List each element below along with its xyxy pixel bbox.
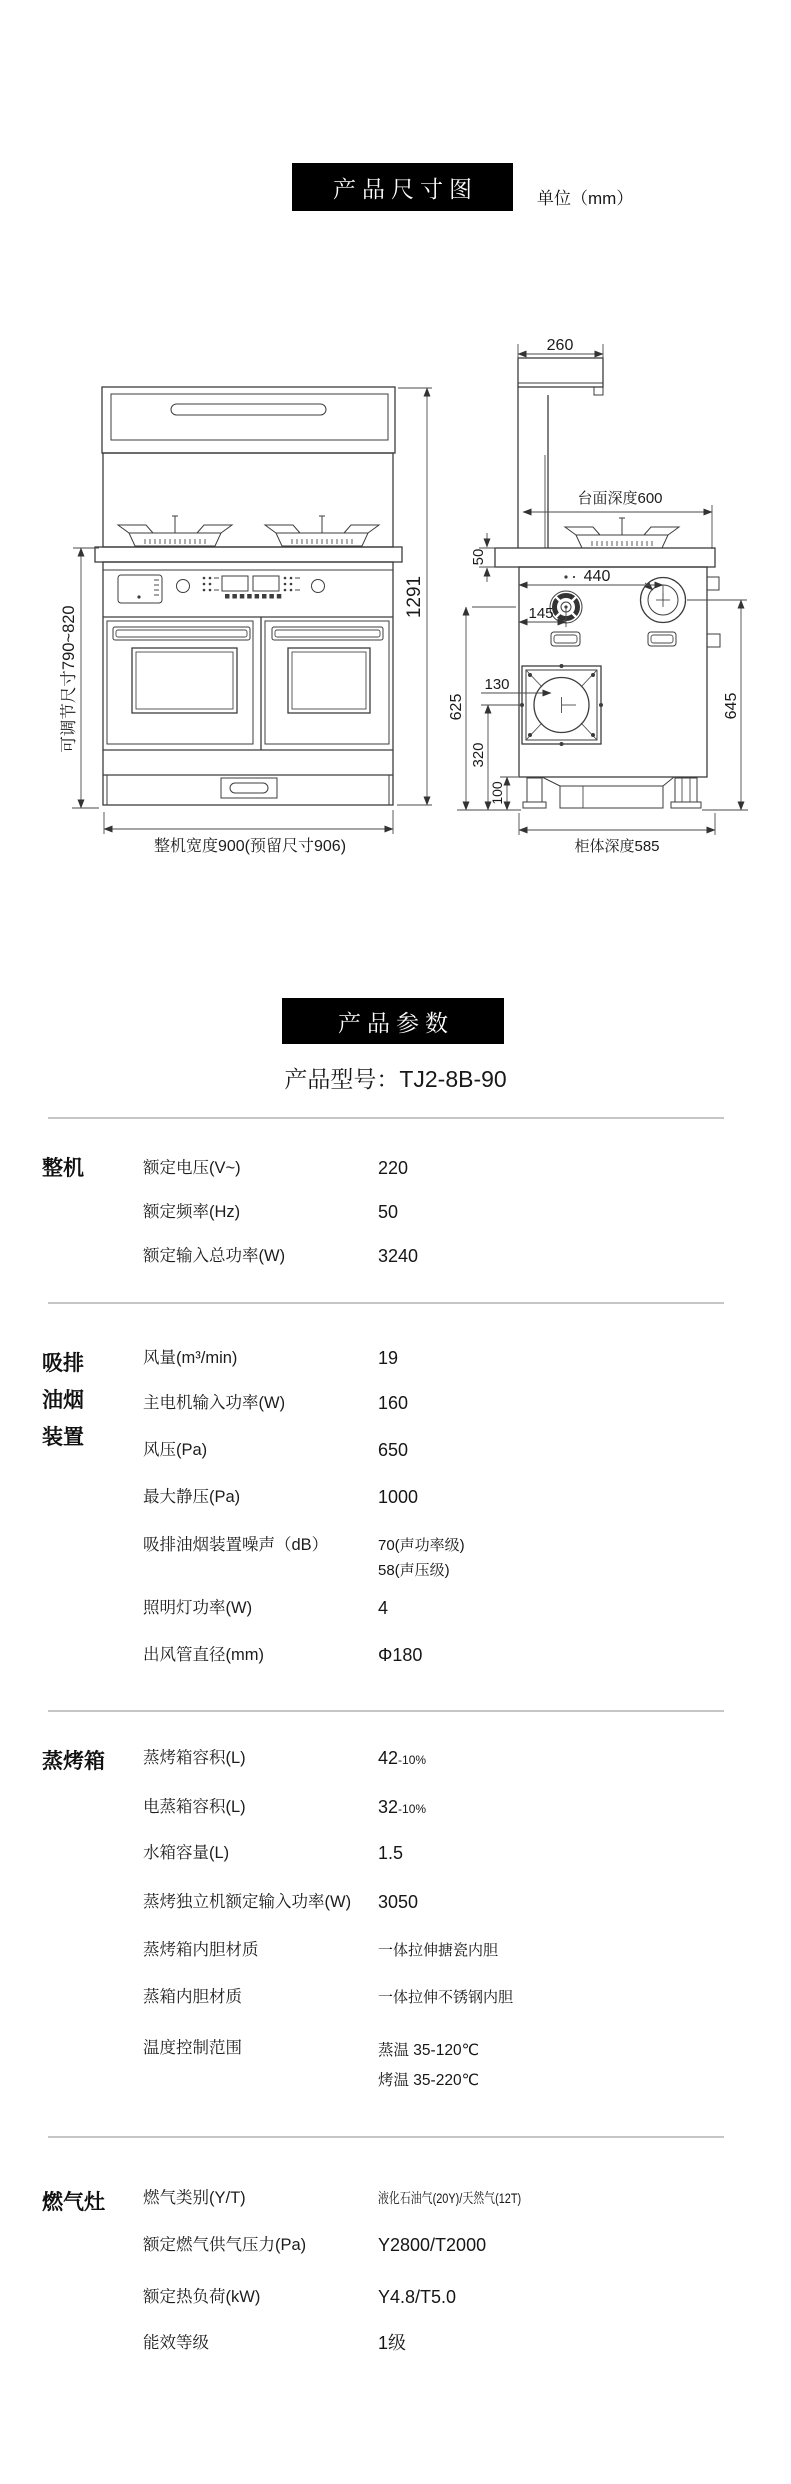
hood-front bbox=[102, 387, 395, 453]
param-label: 燃气类别(Y/T) bbox=[143, 2189, 246, 2207]
param-value: Y4.8/T5.0 bbox=[378, 2287, 457, 2307]
param-value: Y2800/T2000 bbox=[378, 2235, 487, 2255]
category-gas-stove: 燃气灶 bbox=[42, 2191, 105, 2214]
dim-130: 130 bbox=[484, 676, 510, 693]
param-value: 220 bbox=[378, 1158, 409, 1178]
param-value: 1.5 bbox=[378, 1843, 404, 1863]
oven-door-left bbox=[107, 621, 253, 744]
dim-adjustable-height: 可调节尺寸790~820 bbox=[60, 605, 78, 753]
control-panel bbox=[118, 575, 325, 603]
dim-overall-width: 整机宽度900(预留尺寸906) bbox=[153, 838, 347, 855]
dim-260: 260 bbox=[546, 337, 574, 354]
duct-plate bbox=[520, 664, 603, 746]
front-view bbox=[59, 387, 432, 855]
plinth-handle bbox=[221, 778, 277, 798]
dim-100: 100 bbox=[489, 781, 505, 805]
knob-left bbox=[177, 580, 190, 593]
param-value: 液化石油气(20Y)/天然气(12T) bbox=[378, 2190, 522, 2206]
params-section-title: 产品参数 bbox=[282, 998, 504, 1044]
param-value: 160 bbox=[378, 1393, 409, 1413]
display-window-2 bbox=[253, 576, 279, 591]
divider bbox=[48, 1302, 724, 1304]
burner-right bbox=[265, 516, 379, 546]
param-label: 出风管直径(mm) bbox=[143, 1646, 264, 1664]
dim-cabinet-depth: 柜体深度585 bbox=[574, 838, 660, 855]
param-value: 一体拉伸不锈钢内胆 bbox=[378, 1989, 514, 2006]
param-value: 蒸温 35-120℃ 烤温 35-220℃ bbox=[378, 2042, 479, 2089]
param-label: 风压(Pa) bbox=[143, 1441, 208, 1459]
param-label: 蒸烤箱容积(L) bbox=[143, 1749, 246, 1767]
countertop-front bbox=[95, 547, 402, 562]
burner-left bbox=[118, 516, 232, 546]
body-side bbox=[519, 567, 707, 777]
param-value: 650 bbox=[378, 1440, 409, 1460]
param-label: 额定频率(Hz) bbox=[143, 1203, 241, 1221]
param-value: 1级 bbox=[378, 2333, 407, 2353]
display-screen bbox=[118, 575, 162, 603]
param-label: 吸排油烟装置噪声（dB） bbox=[143, 1536, 329, 1554]
category-exhaust-device: 吸排油烟装置 bbox=[42, 1352, 84, 1449]
product-dimension-diagram bbox=[0, 330, 791, 860]
param-label: 蒸箱内胆材质 bbox=[143, 1988, 242, 2006]
product-model: 产品型号：TJ2-8B-90 bbox=[284, 1066, 507, 1092]
display-window-1 bbox=[222, 576, 248, 591]
param-label: 能效等级 bbox=[143, 2334, 209, 2352]
side-handle-1 bbox=[551, 632, 580, 646]
door-handle-right bbox=[272, 627, 383, 640]
dim-total-height: 1291 bbox=[404, 575, 425, 619]
burner-side bbox=[565, 518, 679, 548]
category-steam-oven: 蒸烤箱 bbox=[42, 1750, 105, 1773]
knob-right bbox=[312, 580, 325, 593]
dim-145: 145 bbox=[528, 605, 554, 622]
indicator-dots-right bbox=[284, 577, 300, 592]
door-window-left bbox=[132, 648, 237, 713]
param-label: 照明灯功率(W) bbox=[143, 1599, 253, 1617]
button-row bbox=[225, 594, 281, 599]
param-value: 1000 bbox=[378, 1487, 419, 1507]
param-value: 3240 bbox=[378, 1246, 419, 1266]
chimney bbox=[518, 358, 603, 548]
param-label: 额定电压(V~) bbox=[143, 1159, 241, 1177]
param-label: 蒸烤箱内胆材质 bbox=[143, 1941, 259, 1959]
param-value: 3050 bbox=[378, 1892, 419, 1912]
param-label: 最大静压(Pa) bbox=[143, 1488, 241, 1506]
dim-645: 645 bbox=[723, 692, 740, 720]
divider bbox=[48, 1117, 724, 1119]
door-handle-left bbox=[113, 627, 250, 640]
divider bbox=[48, 1710, 724, 1712]
side-view bbox=[448, 337, 748, 855]
dim-counter-depth: 台面深度600 bbox=[577, 490, 663, 507]
dim-440: 440 bbox=[583, 568, 611, 585]
countertop-side bbox=[495, 548, 715, 567]
indicator-dots-left bbox=[203, 577, 219, 592]
divider bbox=[48, 2136, 724, 2138]
param-label: 蒸烤独立机额定输入功率(W) bbox=[143, 1893, 352, 1911]
param-value: 32-10% bbox=[378, 1797, 427, 1817]
side-handle-2 bbox=[648, 632, 676, 646]
dim-320: 320 bbox=[470, 742, 487, 768]
dim-50: 50 bbox=[470, 548, 487, 566]
param-label: 额定输入总功率(W) bbox=[143, 1247, 286, 1265]
param-label: 额定燃气供气压力(Pa) bbox=[143, 2236, 307, 2254]
oven-doors bbox=[103, 617, 393, 750]
param-value: 70(声功率级) 58(声压级) bbox=[378, 1537, 465, 1579]
param-value: 42-10% bbox=[378, 1748, 427, 1768]
param-label: 额定热负荷(kW) bbox=[143, 2288, 261, 2306]
param-label: 风量(m³/min) bbox=[143, 1349, 238, 1367]
unit-label: 单位（mm） bbox=[537, 189, 634, 208]
param-value: 一体拉伸搪瓷内胆 bbox=[378, 1942, 499, 1959]
param-value: 4 bbox=[378, 1598, 389, 1618]
param-value: 50 bbox=[378, 1202, 399, 1222]
param-label: 水箱容量(L) bbox=[143, 1844, 230, 1862]
dim-625: 625 bbox=[448, 693, 465, 721]
category-whole-machine: 整机 bbox=[42, 1157, 84, 1180]
mount-tab-2 bbox=[707, 634, 720, 647]
feet bbox=[523, 777, 701, 808]
param-value: Φ180 bbox=[378, 1645, 423, 1665]
param-label: 主电机输入功率(W) bbox=[143, 1394, 286, 1412]
mount-tab-1 bbox=[707, 577, 719, 590]
param-label: 电蒸箱容积(L) bbox=[143, 1798, 246, 1816]
door-window-right bbox=[288, 648, 370, 713]
param-value: 19 bbox=[378, 1348, 399, 1368]
param-label: 温度控制范围 bbox=[143, 2039, 242, 2057]
plinth bbox=[103, 775, 393, 805]
dimension-section-title: 产品尺寸图 bbox=[292, 163, 513, 211]
